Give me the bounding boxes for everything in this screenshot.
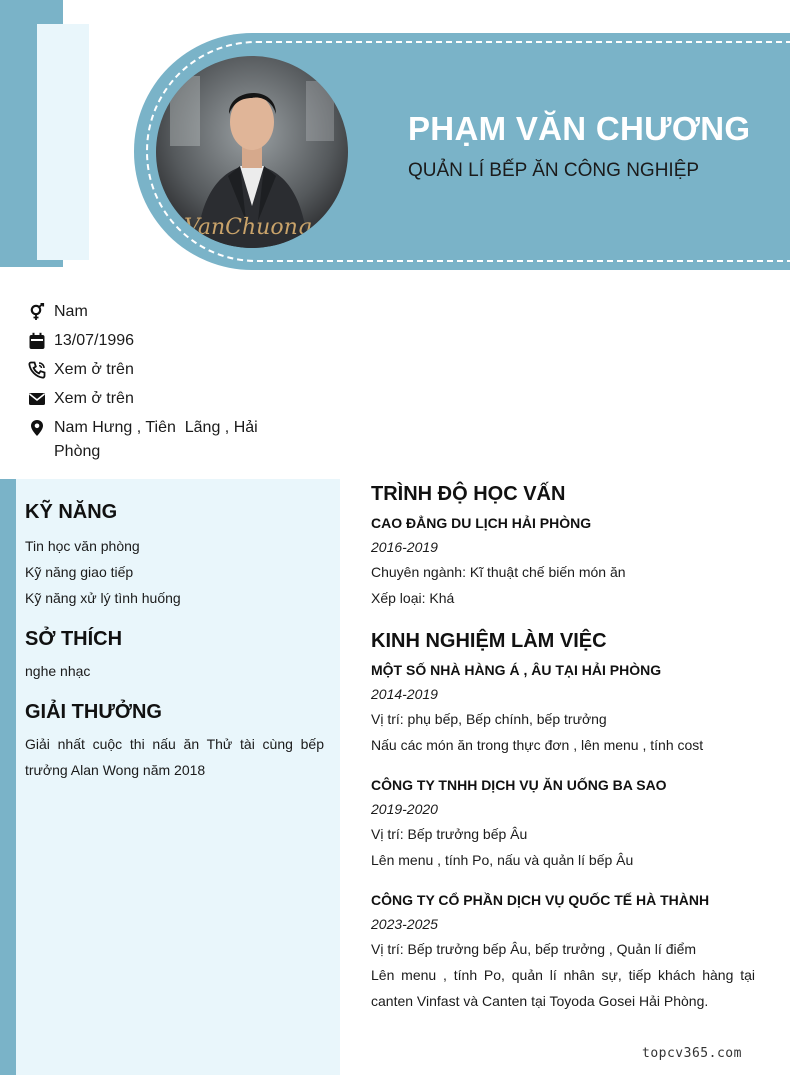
job-org: CÔNG TY TNHH DỊCH VỤ ĂN UỐNG BA SAO bbox=[371, 777, 667, 793]
left-column bbox=[25, 499, 324, 783]
email-icon bbox=[28, 387, 54, 411]
awards-title: GIẢI THƯỞNG bbox=[25, 701, 162, 723]
contact-birthday: 13/07/1996 bbox=[28, 329, 268, 353]
job-description: Nấu các món ăn trong thực đơn , lên menu , tính cost bbox=[371, 737, 704, 753]
header-accent-panel bbox=[37, 24, 89, 260]
job-org: MỘT SỐ NHÀ HÀNG Á , ÂU TẠI HẢI PHÒNG bbox=[371, 662, 662, 678]
job-position: Vị trí: Bếp trưởng bếp Âu bbox=[371, 826, 528, 842]
candidate-name: PHẠM VĂN CHƯƠNG bbox=[408, 110, 751, 147]
hobbies-title: SỞ THÍCH bbox=[25, 628, 123, 650]
job-description: Lên menu , tính Po, nấu và quản lí bếp Âu bbox=[371, 852, 634, 868]
svg-text:VanChuong: VanChuong bbox=[184, 215, 312, 240]
education-rank: Xếp loại: Khá bbox=[371, 590, 455, 606]
experience-section bbox=[371, 628, 755, 1014]
location-pin-icon bbox=[28, 416, 54, 440]
job-entry bbox=[371, 660, 755, 758]
education-title: TRÌNH ĐỘ HỌC VẤN bbox=[371, 483, 566, 505]
contact-address: Nam Hưng , Tiên Lãng , Hải Phòng bbox=[28, 416, 268, 464]
candidate-role: QUẢN LÍ BẾP ĂN CÔNG NGHIỆP bbox=[408, 160, 700, 181]
job-position: Vị trí: Bếp trưởng bếp Âu, bếp trưởng , Quản lí điểm bbox=[371, 941, 697, 957]
job-period: 2014-2019 bbox=[371, 686, 438, 702]
contact-email: Xem ở trên bbox=[28, 387, 268, 411]
job-period: 2019-2020 bbox=[371, 801, 438, 817]
education-major: Chuyên ngành: Kĩ thuật chế biến món ăn bbox=[371, 564, 626, 580]
skill-item: Kỹ năng giao tiếp bbox=[25, 564, 134, 580]
job-entry bbox=[371, 775, 755, 873]
gender-icon bbox=[28, 300, 54, 324]
skill-item: Kỹ năng xử lý tình huống bbox=[25, 590, 181, 606]
job-position: Vị trí: phụ bếp, Bếp chính, bếp trưởng bbox=[371, 711, 607, 727]
left-accent-bar bbox=[0, 479, 16, 1075]
phone-icon bbox=[28, 358, 54, 382]
contact-gender: Nam bbox=[28, 300, 268, 324]
job-period: 2023-2025 bbox=[371, 916, 438, 932]
contact-list bbox=[28, 300, 268, 469]
education-school: CAO ĐẲNG DU LỊCH HẢI PHÒNG bbox=[371, 515, 592, 531]
calendar-icon bbox=[28, 329, 54, 353]
watermark: topcv365.com bbox=[642, 1046, 742, 1061]
education-section bbox=[371, 481, 755, 611]
job-entry bbox=[371, 890, 755, 1014]
skills-section bbox=[25, 499, 324, 611]
job-description: Lên menu , tính Po, quản lí nhân sự, tiếp khách hàng tại canten Vinfast và Canten tại Toyoda Gosei Hải Phòng. bbox=[371, 967, 755, 1009]
contact-phone: Xem ở trên bbox=[28, 358, 268, 382]
job-org: CÔNG TY CỔ PHẦN DỊCH VỤ QUỐC TẾ HÀ THÀNH bbox=[371, 892, 710, 908]
award-text: Giải nhất cuộc thi nấu ăn Thử tài cùng bếp trưởng Alan Wong năm 2018 bbox=[25, 736, 324, 778]
skill-item: Tin học văn phòng bbox=[25, 538, 140, 554]
avatar bbox=[156, 56, 348, 248]
skills-title: KỸ NĂNG bbox=[25, 501, 118, 523]
awards-section bbox=[25, 699, 324, 783]
education-period: 2016-2019 bbox=[371, 539, 438, 555]
hobbies-section bbox=[25, 626, 324, 684]
hobby-item: nghe nhạc bbox=[25, 663, 91, 679]
experience-title: KINH NGHIỆM LÀM VIỆC bbox=[371, 630, 607, 652]
